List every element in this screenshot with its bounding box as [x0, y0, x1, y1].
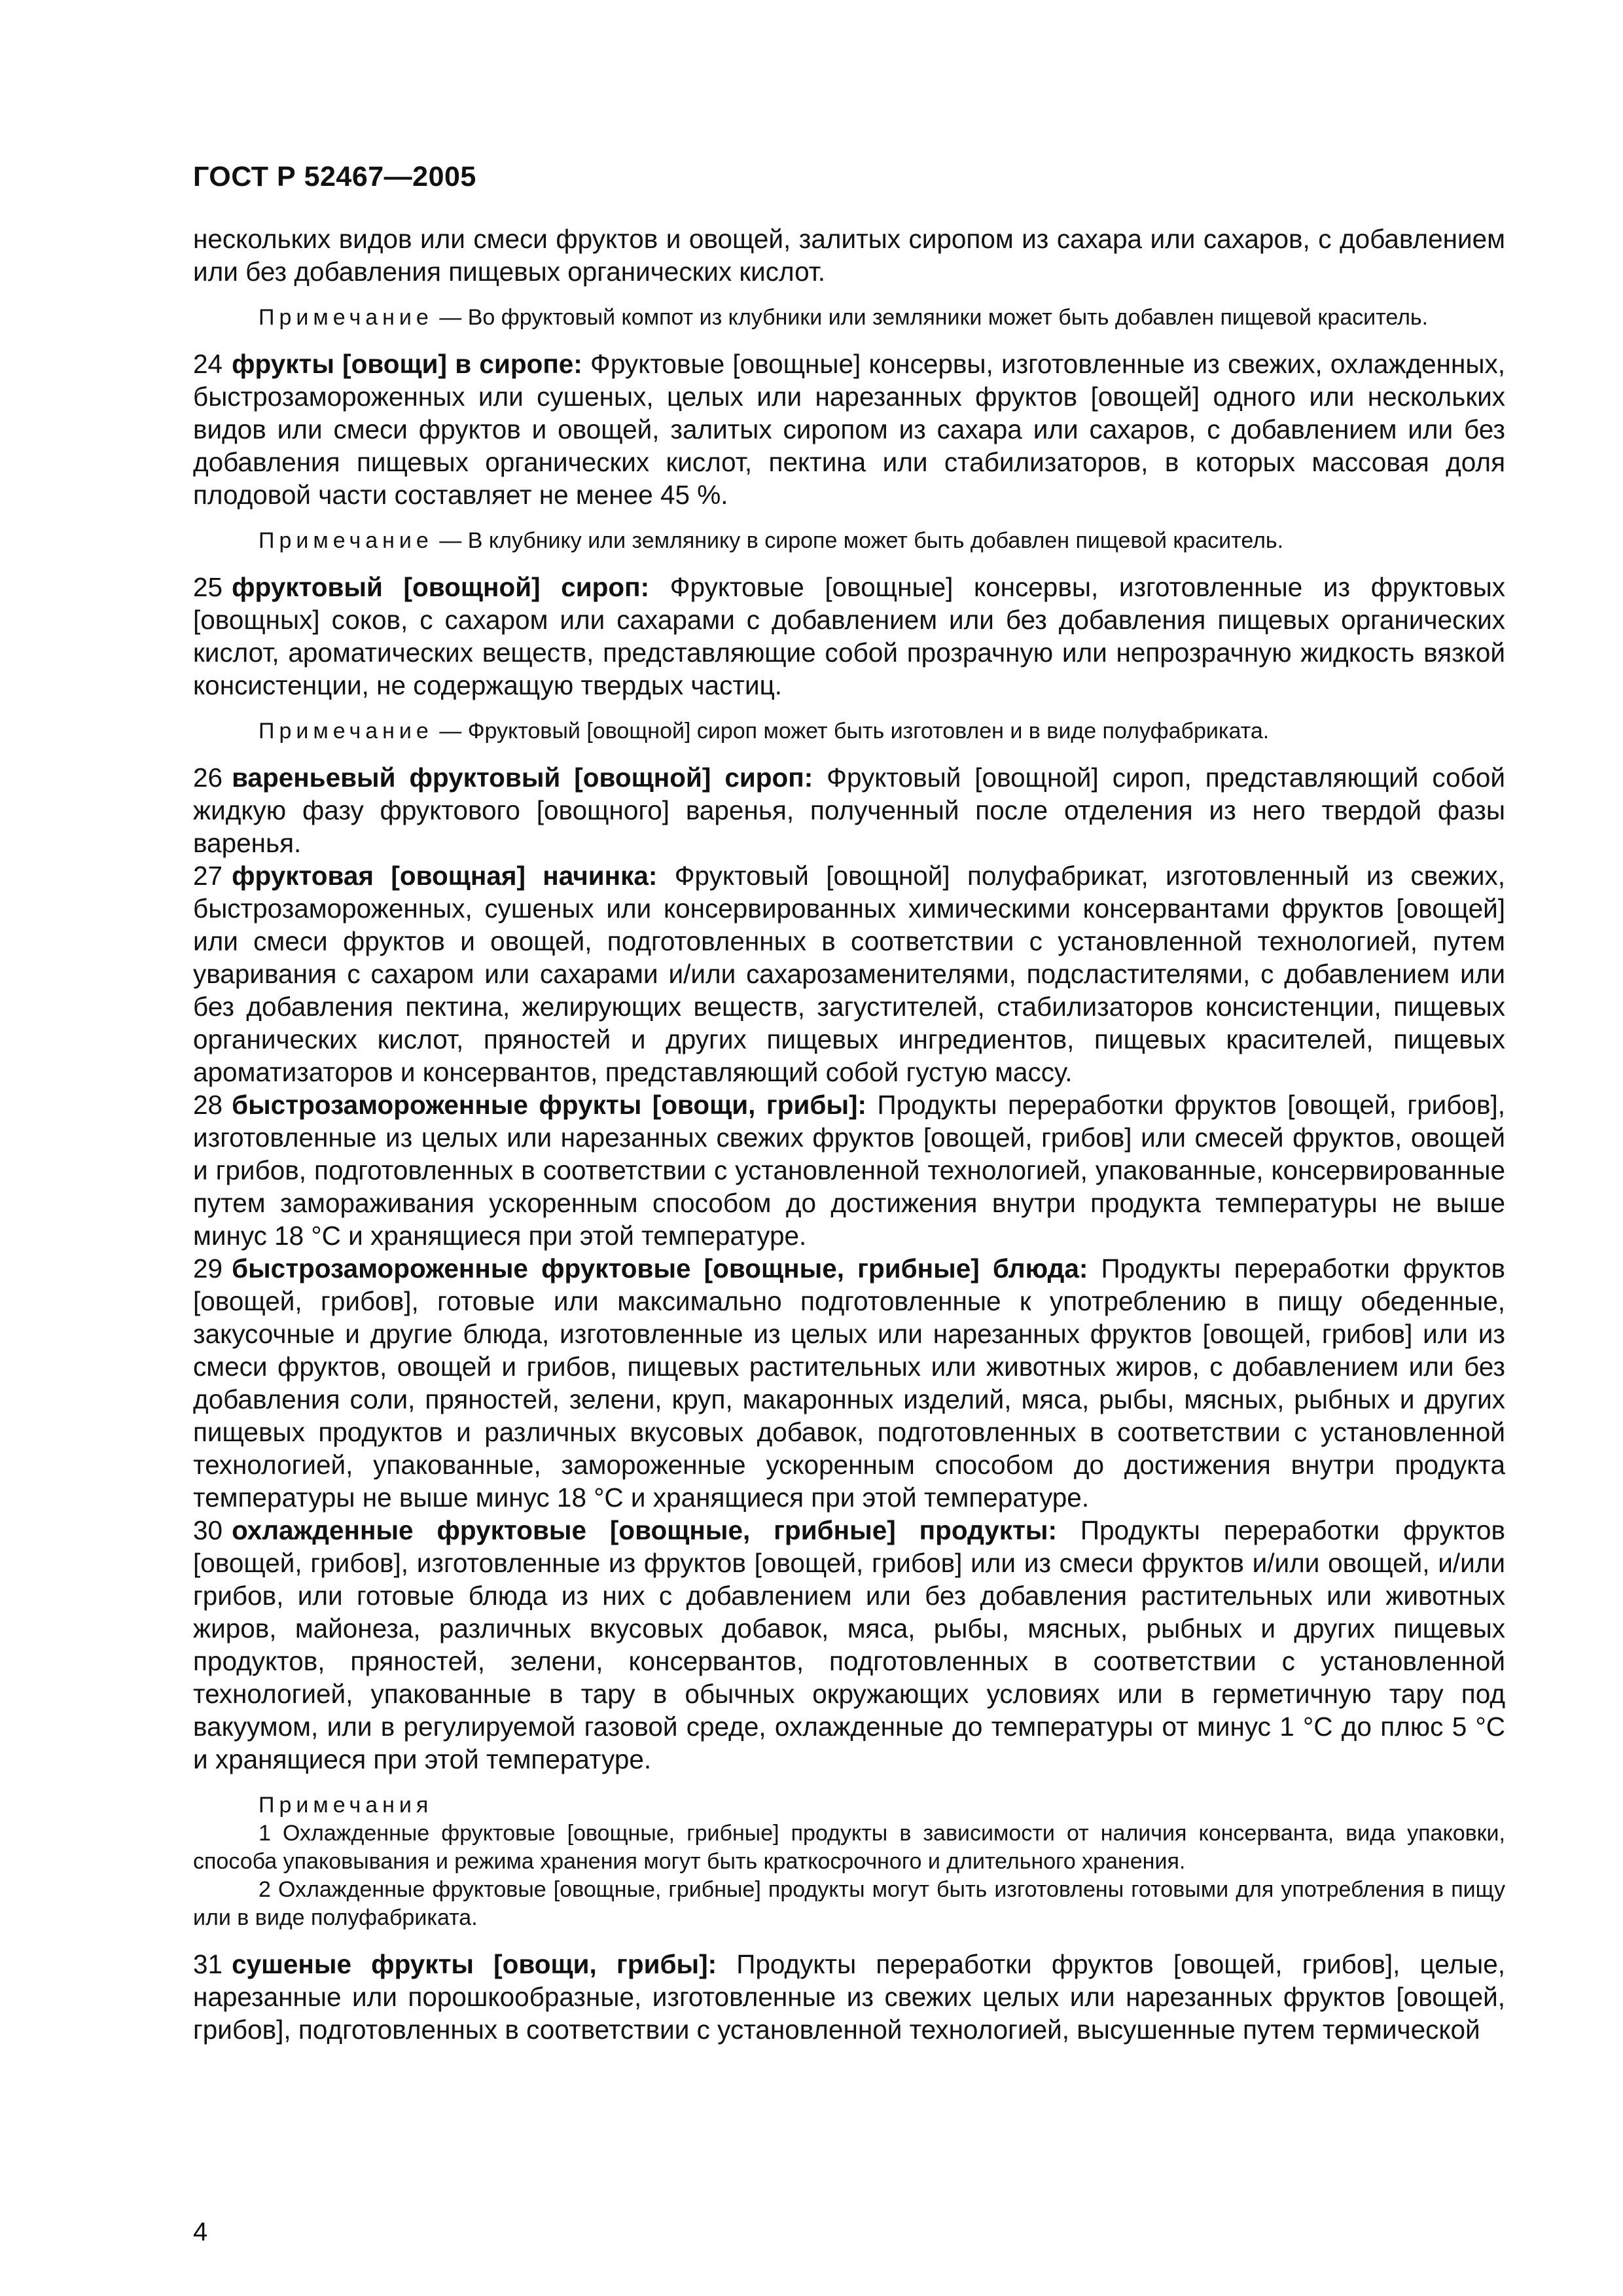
entry-number: 30	[193, 1515, 223, 1545]
term-entry-24	[193, 348, 1505, 511]
term-entry-30	[193, 1514, 1505, 1776]
term-entry-26	[193, 761, 1505, 859]
entry-term: вареньевый фруктовый [овощной] сироп:	[232, 762, 813, 793]
entry-term: фруктовый [овощной] сироп:	[232, 572, 650, 602]
note-text: — Фруктовый [овощной] сироп может быть изготовлен и в виде полуфабриката.	[439, 719, 1270, 744]
entry-definition: Фруктовый [овощной] полуфабрикат, изготовленный из свежих, быстрозамороженных, сушеных или консервированных химическими консервантами фруктов [овощей] или смеси фруктов и овощей, подготовленных в соответствии с установленной технологией, путем уваривания с сахаром или сахарами и/или сахарозаменителями, подсластителями, с добавлением или без добавления пектина, желирующих веществ, загустителей, стабилизаторов консистенции, пищевых органических кислот, пряностей и других пищевых ингредиентов, пищевых красителей, пищевых ароматизаторов и консервантов, представляющий собой густую массу.	[193, 861, 1505, 1087]
term-entry-28	[193, 1088, 1505, 1252]
document-body	[193, 223, 1505, 2046]
note-intro	[193, 304, 1505, 332]
entry-definition: Фруктовые [овощные] консервы, изготовленные из свежих, охлажденных, быстрозамороженных или сушеных, целых или нарезанных фруктов [овощей] одного или нескольких видов или смеси фруктов и овощей, залитых сиропом из сахара или сахаров, с добавлением или без добавления пищевых органических кислот, пектина или стабилизаторов, в которых массовая доля плодовой части составляет не менее 45 %.	[193, 349, 1505, 510]
entry-definition: Фруктовый [овощной] сироп, представляющий собой жидкую фазу фруктового [овощного] варенья, полученный после отделения из него твердой фазы варенья.	[193, 762, 1506, 858]
entry-definition: Продукты переработки фруктов [овощей, грибов], готовые или максимально подготовленные к употреблению в пищу обеденные, закусочные и другие блюда, изготовленные из целых или нарезанных фруктов [овощей, грибов] или из смеси фруктов, овощей и грибов, пищевых растительных или животных жиров, с добавлением или без добавления соли, пряностей, зелени, круп, макаронных изделий, мяса, рыбы, мясных, рыбных и других пищевых продуктов и различных вкусовых добавок, подготовленных в соответствии с установленной технологией, упакованные, замороженные ускоренным способом до достижения внутри продукта температуры не выше минус 18 °С и хранящиеся при этой температуре.	[193, 1253, 1505, 1513]
note-30-2: 2 Охлажденные фруктовые [овощные, грибные] продукты могут быть изготовлены готовыми для употребления в пищу или в виде полуфабриката.	[193, 1877, 1505, 1930]
entry-term: быстрозамороженные фруктовые [овощные, грибные] блюда:	[232, 1253, 1088, 1283]
entry-term: фруктовая [овощная] начинка:	[232, 861, 658, 891]
entry-term: быстрозамороженные фрукты [овощи, грибы]:	[232, 1090, 867, 1120]
entry-number: 26	[193, 762, 223, 793]
entry-number: 25	[193, 572, 223, 602]
entry-number: 31	[193, 1949, 223, 1979]
note-text: — В клубнику или землянику в сиропе может быть добавлен пищевой краситель.	[439, 528, 1284, 553]
notes-heading: Примечания	[259, 1793, 433, 1818]
term-entry-29	[193, 1252, 1505, 1514]
note-30-1: 1 Охлажденные фруктовые [овощные, грибные] продукты в зависимости от наличия консерванта, вида упаковки, способа упаковывания и режима хранения могут быть краткосрочного и длительного хранения.	[193, 1821, 1505, 1874]
entry-number: 27	[193, 861, 223, 891]
note-label: Примечание	[259, 305, 433, 330]
entry-term: сушеные фрукты [овощи, грибы]:	[232, 1949, 717, 1979]
entry-term: охлажденные фруктовые [овощные, грибные] продукты:	[232, 1515, 1057, 1545]
entry-definition: Фруктовые [овощные] консервы, изготовленные из фруктовых [овощных] соков, с сахаром или сахарами с добавлением или без добавления пищевых органических кислот, ароматических веществ, представляющие собой прозрачную или непрозрачную жидкость вязкой консистенции, не содержащую твердых частиц.	[193, 572, 1506, 700]
note-text: — Во фруктовый компот из клубники или земляники может быть добавлен пищевой краситель.	[439, 305, 1429, 330]
term-entry-31	[193, 1948, 1505, 2046]
entry-definition: Продукты переработки фруктов [овощей, грибов], изготовленные из фруктов [овощей, грибов] или из смеси фруктов и/или овощей, и/или грибов, или готовые блюда из них с добавлением или без добавления растительных или животных жиров, майонеза, различных вкусовых добавок, мяса, рыбы, мясных, рыбных и других пищевых продуктов, пряностей, зелени, консервантов, подготовленных в соответствии с установленной технологией, упакованные в тару в обычных окружающих условиях или в герметичную тару под вакуумом, или в регулируемой газовой среде, охлажденные до температуры от минус 1 °С до плюс 5 °С и хранящиеся при этой температуре.	[193, 1515, 1505, 1774]
note-25	[193, 717, 1505, 745]
note-label: Примечание	[259, 528, 433, 553]
entry-number: 24	[193, 349, 223, 379]
note-label: Примечание	[259, 719, 433, 744]
term-entry-27	[193, 859, 1505, 1088]
intro-continuation: нескольких видов или смеси фруктов и овощей, залитых сиропом из сахара или сахаров, с добавлением или без добавления пищевых органических кислот.	[193, 224, 1505, 287]
entry-number: 28	[193, 1090, 223, 1120]
entry-definition: Продукты переработки фруктов [овощей, грибов], изготовленные из целых или нарезанных свежих фруктов [овощей, грибов] или смесей фруктов, овощей и грибов, подготовленных в соответствии с установленной технологией, упакованные, консервированные путем замораживания ускоренным способом до достижения внутри продукта температуры не выше минус 18 °С и хранящиеся при этой температуре.	[193, 1090, 1505, 1251]
entry-term: фрукты [овощи] в сиропе:	[232, 349, 582, 379]
standard-header: ГОСТ Р 52467—2005	[193, 161, 476, 192]
page-number: 4	[193, 2217, 208, 2246]
entry-definition: Продукты переработки фруктов [овощей, грибов], целые, нарезанные или порошкообразные, изготовленные из свежих целых или нарезанных фруктов [овощей, грибов], подготовленных в соответствии с установленной технологией, высушенные путем термической	[193, 1949, 1505, 2045]
note-24	[193, 527, 1505, 555]
term-entry-25	[193, 571, 1505, 702]
entry-number: 29	[193, 1253, 223, 1283]
